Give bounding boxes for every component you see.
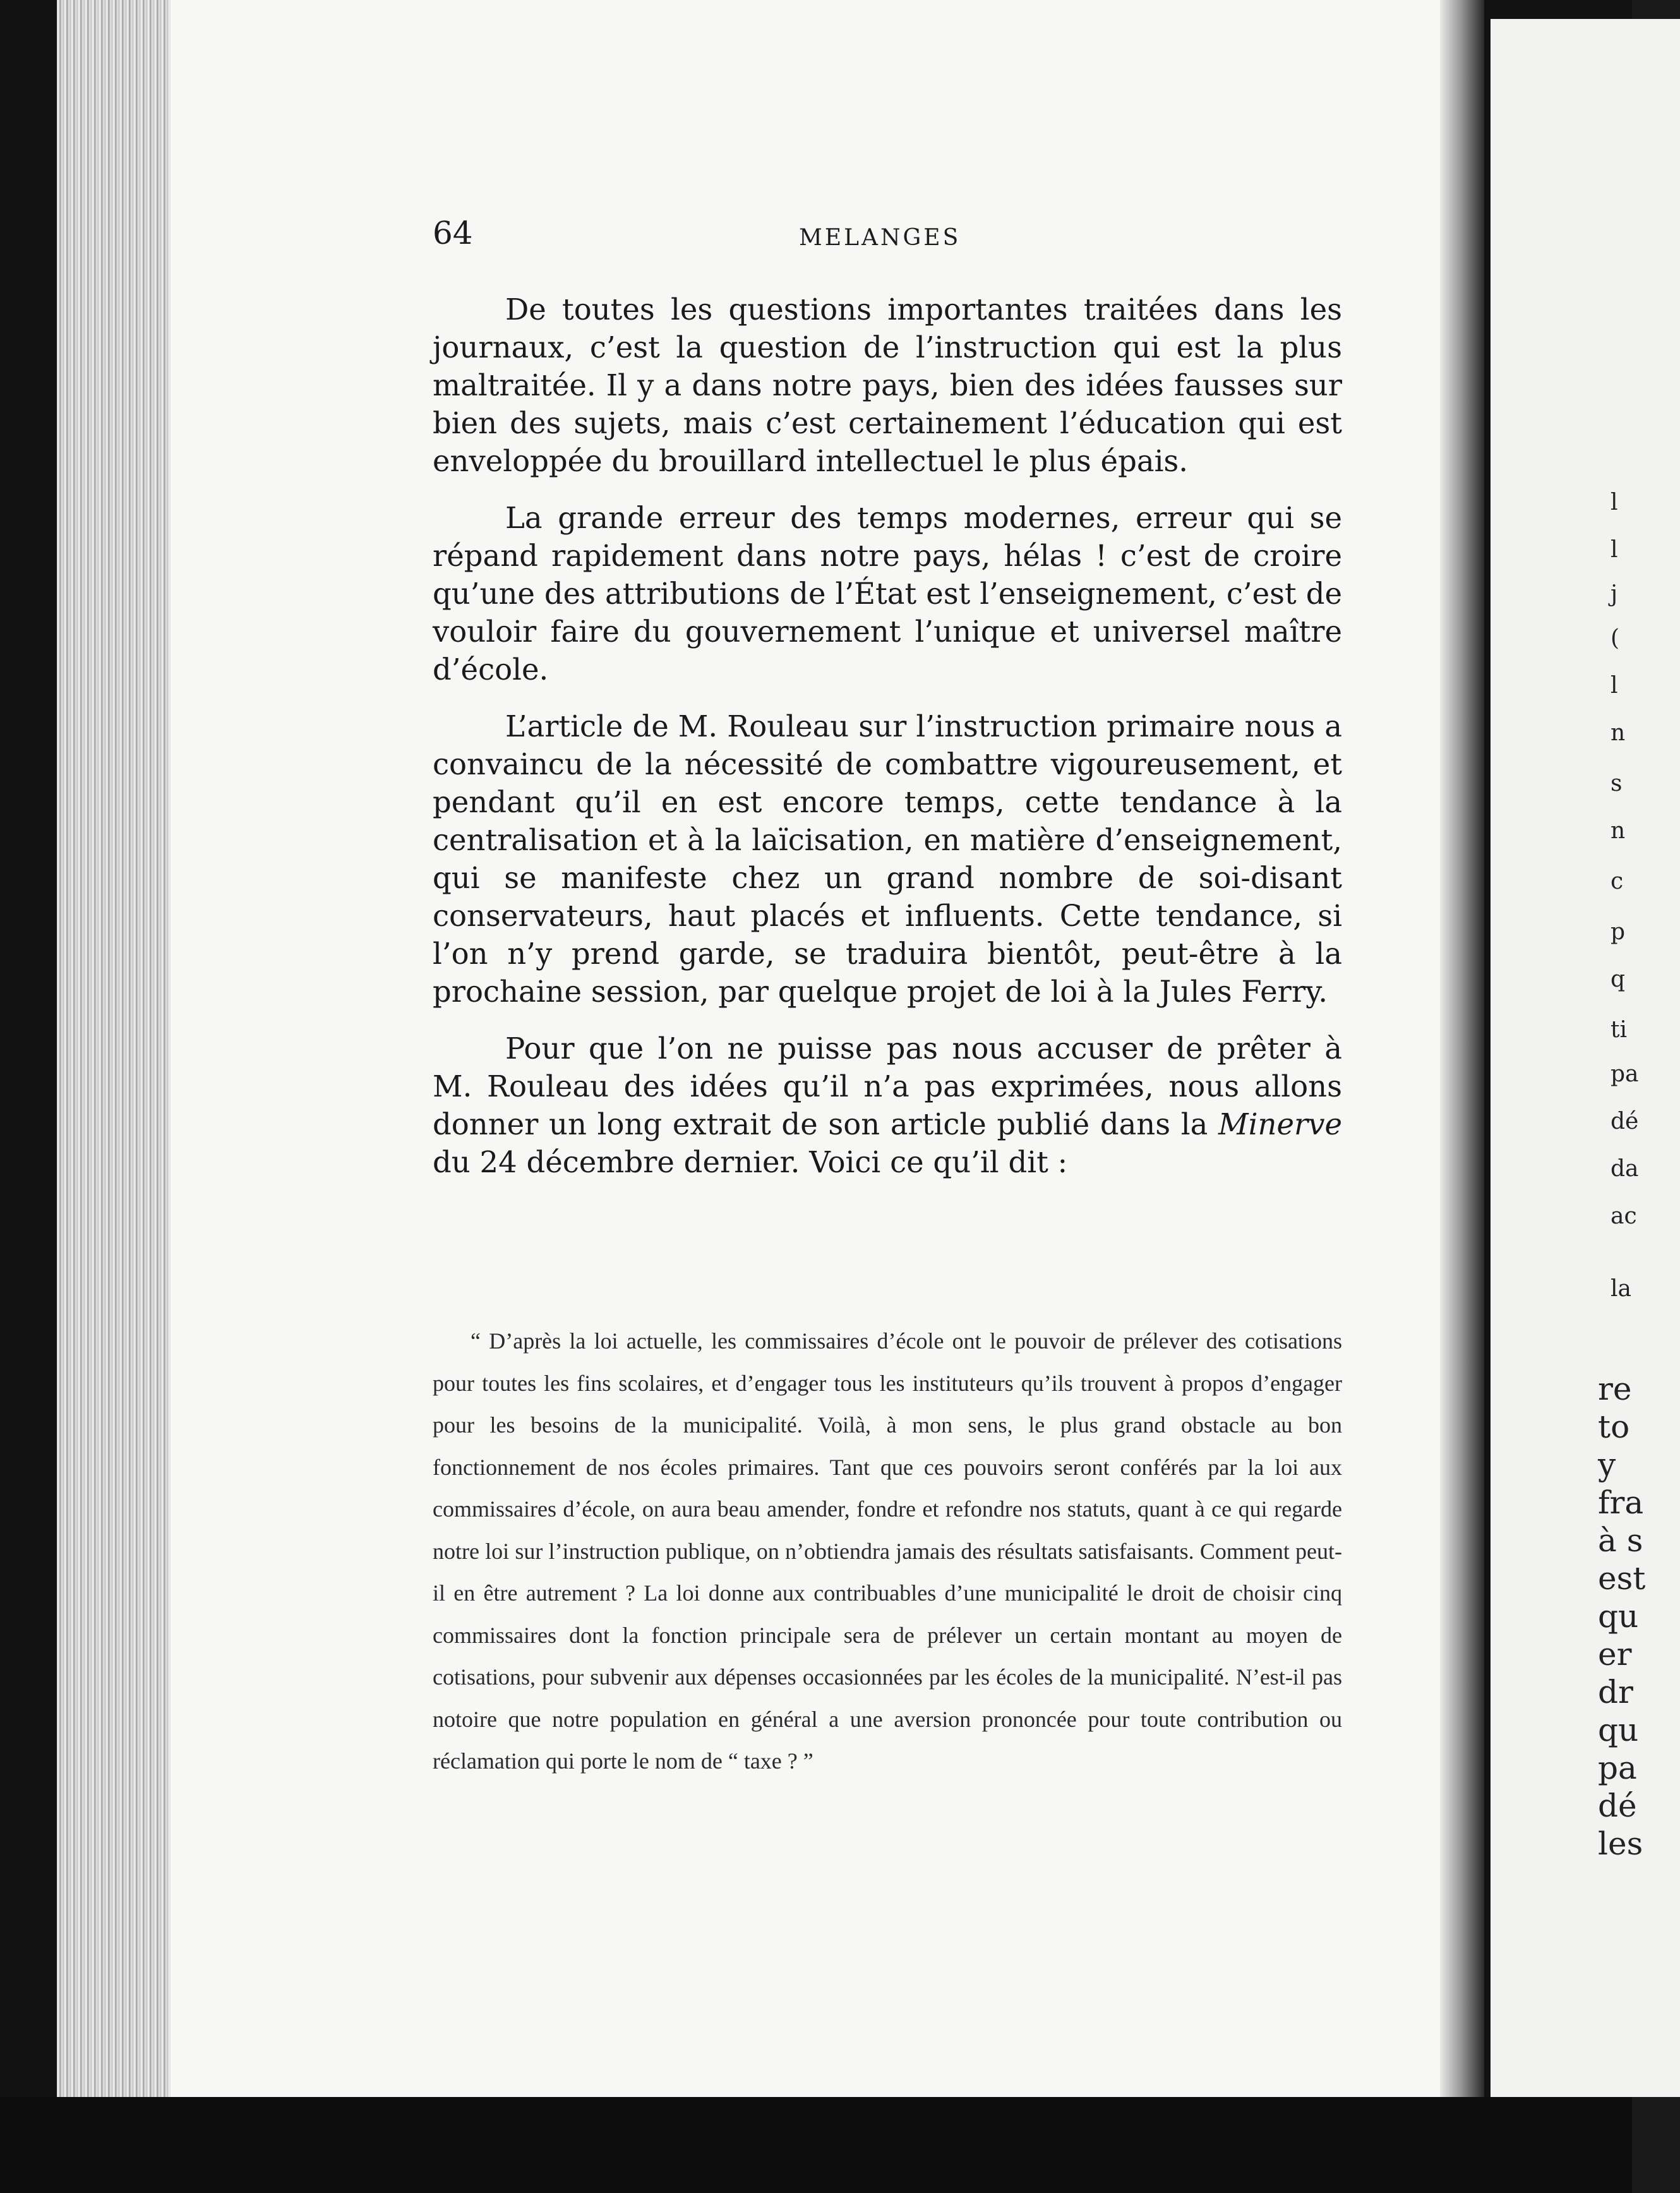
facing-page-text-fragment: p [1611, 919, 1626, 945]
facing-page-text-fragment: qu [1598, 1712, 1639, 1748]
page-edges [57, 0, 171, 2110]
scan-bottom-border [0, 2097, 1632, 2193]
facing-page-text-fragment: j [1611, 581, 1618, 607]
facing-page-text-fragment: c [1611, 868, 1624, 894]
facing-page-text-fragment: re [1598, 1371, 1632, 1407]
facing-page-text-fragment: la [1611, 1276, 1631, 1302]
facing-page-text-fragment: ac [1611, 1203, 1637, 1229]
page-header [433, 215, 1342, 259]
facing-page-text-fragment: les [1598, 1825, 1643, 1862]
facing-page-text-fragment: er [1598, 1636, 1632, 1673]
main-text [433, 291, 1342, 1200]
facing-page-text-fragment: to [1598, 1409, 1630, 1445]
facing-page-text-fragment: ti [1611, 1017, 1627, 1043]
quote-text: “ D’après la loi actuelle, les commissaires d’école ont le pouvoir de prélever des cotisations pour toutes les fins scolaires, et d’engager tous les instituteurs qu’ils trouvent à propos d’engager pour les besoins de la municipalité. Voilà, à mon sens, le plus grand obstacle au bon fonctionnement de nos écoles primaires. Tant que ces pouvoirs seront conférés par la loi aux commissaires d’école, on aura beau amender, fondre et refondre nos statuts, quant à ce qui regarde notre loi sur l’instruction publique, on n’obtiendra jamais des résultats satisfaisants. Comment peut-il en être autrement ? La loi donne aux contribuables d’une municipalité le droit de choisir cinq commissaires dont la fonction principale sera de prélever un certain montant au moyen de cotisations, pour subvenir aux dépenses occasionnées par les écoles de la municipalité. N’est-il pas notoire que notre population en général a une aversion prononcée pour toute contribution ou réclamation qui porte le nom de “ taxe ? ” [433, 1328, 1342, 1774]
page-number: 64 [433, 215, 473, 251]
facing-page-text-fragment: dé [1611, 1109, 1639, 1134]
facing-page-text-fragment: pa [1598, 1750, 1637, 1786]
facing-page-text-fragment: dé [1598, 1787, 1637, 1824]
facing-page-text-fragment: l [1611, 673, 1618, 699]
facing-page-text-fragment: n [1611, 818, 1626, 844]
facing-page-text-fragment: dr [1598, 1674, 1633, 1710]
facing-page-text-fragment: l [1611, 537, 1618, 563]
facing-page-text-fragment: pa [1611, 1061, 1639, 1087]
paragraph-text: Pour que l’on ne puisse pas nous accuser de prêter à M. Rouleau des idées qu’il n’a pas exprimées, nous allons donner un long extrait de son article publié dans la [433, 1031, 1342, 1141]
paragraph: La grande erreur des temps modernes, erreur qui se répand rapidement dans notre pays, hélas ! c’est de croire qu’une des attributions de l’État est l’enseignement, c’est de vouloir faire du gouvernement l’unique et universel maître d’école. [433, 501, 1342, 687]
paragraph [433, 1030, 1342, 1181]
facing-page-fragment [1491, 19, 1680, 2097]
facing-page-text-fragment: qu [1598, 1598, 1639, 1635]
facing-page-text-fragment: da [1611, 1156, 1639, 1182]
facing-page-text-fragment: y [1598, 1446, 1616, 1483]
paragraph: L’article de M. Rouleau sur l’instruction primaire nous a convaincu de la nécessité de combattre vigoureusement, et pendant qu’il en est encore temps, cette tendance à la centralisation et à la laïcisation, en matière d’enseignement, qui se manifeste chez un grand nombre de soi-disant conservateurs, haut placés et influents. Cette tendance, si l’on n’y prend garde, se traduira bientôt, peut-être à la prochaine session, par quelque projet de loi à la Jules Ferry. [433, 709, 1342, 1009]
facing-page-text-fragment: fra [1598, 1484, 1644, 1521]
facing-page-text-fragment: à s [1598, 1522, 1643, 1559]
italic-title: Minerve [1218, 1107, 1342, 1141]
book-gutter [1440, 0, 1484, 2097]
facing-page-text-fragment: s [1611, 771, 1623, 796]
facing-page-text-fragment: q [1611, 966, 1626, 992]
facing-page-text-fragment: ( [1611, 625, 1620, 651]
facing-page-text-fragment: est [1598, 1560, 1646, 1597]
block-quote [433, 1320, 1342, 1782]
facing-page-text-fragment: n [1611, 720, 1626, 746]
facing-page-text-fragment: l [1611, 490, 1618, 515]
paragraph-text: du 24 décembre dernier. Voici ce qu’il dit : [433, 1145, 1068, 1179]
running-title: MELANGES [799, 225, 961, 251]
paragraph: De toutes les questions importantes traitées dans les journaux, c’est la question de l’instruction qui est la plus maltraitée. Il y a dans notre pays, bien des idées fausses sur bien des sujets, mais c’est certainement l’éducation qui est enveloppée du brouillard intellectuel le plus épais. [433, 292, 1342, 478]
